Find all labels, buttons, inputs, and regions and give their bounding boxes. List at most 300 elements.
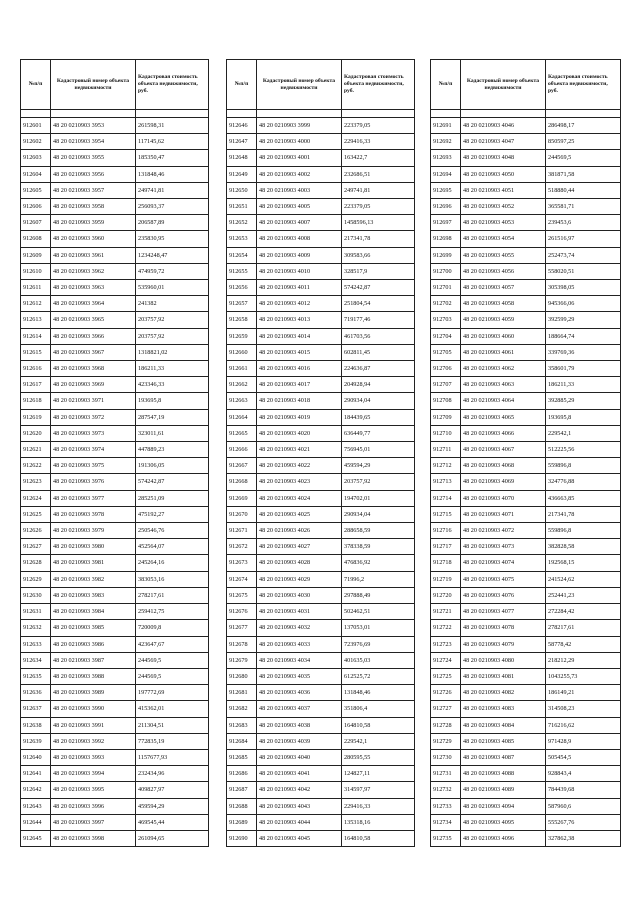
cadastral-number-cell: 48 20 0210903 4019 [257, 409, 342, 425]
cadastral-cost-cell: 1458596,13 [342, 215, 415, 231]
table-row [21, 361, 209, 377]
cadastral-number-cell: 48 20 0210903 3956 [51, 166, 136, 182]
row-number-cell: 912706 [431, 361, 461, 377]
row-number-cell: 912682 [227, 701, 257, 717]
row-number-cell: 912711 [431, 442, 461, 458]
cadastral-number-cell: 48 20 0210903 4096 [461, 830, 546, 846]
row-number-cell: 912656 [227, 280, 257, 296]
header-num: №п/п [21, 60, 51, 110]
table-row [431, 620, 621, 636]
cadastral-number-cell: 48 20 0210903 3974 [51, 442, 136, 458]
cadastral-cost-cell: 1043255,73 [546, 668, 621, 684]
cadastral-number-cell: 48 20 0210903 3972 [51, 409, 136, 425]
header-num: №п/п [227, 60, 257, 110]
spacer-cell [21, 110, 51, 118]
row-number-cell: 912689 [227, 814, 257, 830]
table-row [227, 425, 415, 441]
row-number-cell: 912669 [227, 490, 257, 506]
cadastral-number-cell: 48 20 0210903 4070 [461, 490, 546, 506]
cadastral-number-cell: 48 20 0210903 4029 [257, 571, 342, 587]
cadastral-cost-cell: 191306,05 [136, 458, 209, 474]
table-header-row [21, 60, 209, 110]
row-number-cell: 912722 [431, 620, 461, 636]
cadastral-cost-cell: 163422,7 [342, 150, 415, 166]
cadastral-cost-cell: 287547,19 [136, 409, 209, 425]
cadastral-number-cell: 48 20 0210903 4016 [257, 361, 342, 377]
cadastral-number-cell: 48 20 0210903 4042 [257, 782, 342, 798]
cadastral-number-cell: 48 20 0210903 4008 [257, 231, 342, 247]
row-number-cell: 912720 [431, 587, 461, 603]
table-row [21, 782, 209, 798]
row-number-cell: 912640 [21, 749, 51, 765]
cadastral-number-cell: 48 20 0210903 3968 [51, 361, 136, 377]
cadastral-cost-cell: 535960,01 [136, 280, 209, 296]
cadastral-cost-cell: 239453,6 [546, 215, 621, 231]
cadastral-number-cell: 48 20 0210903 4064 [461, 393, 546, 409]
row-number-cell: 912732 [431, 782, 461, 798]
cadastral-number-cell: 48 20 0210903 4001 [257, 150, 342, 166]
row-number-cell: 912637 [21, 701, 51, 717]
table-row [227, 749, 415, 765]
cadastral-number-cell: 48 20 0210903 4059 [461, 312, 546, 328]
table-row [227, 199, 415, 215]
row-number-cell: 912723 [431, 636, 461, 652]
cadastral-number-cell: 48 20 0210903 3959 [51, 215, 136, 231]
cadastral-number-cell: 48 20 0210903 4025 [257, 506, 342, 522]
cadastral-number-cell: 48 20 0210903 4031 [257, 604, 342, 620]
cadastral-cost-cell: 502462,51 [342, 604, 415, 620]
table-header-row [431, 60, 621, 110]
cadastral-cost-cell: 327862,38 [546, 830, 621, 846]
cadastral-cost-cell: 241524,62 [546, 571, 621, 587]
cadastral-cost-cell: 186149,21 [546, 685, 621, 701]
spacer-cell [461, 110, 546, 118]
cadastral-number-cell: 48 20 0210903 4007 [257, 215, 342, 231]
row-number-cell: 912622 [21, 458, 51, 474]
row-number-cell: 912728 [431, 717, 461, 733]
row-number-cell: 912606 [21, 199, 51, 215]
cadastral-cost-cell: 716216,62 [546, 717, 621, 733]
cadastral-cost-cell: 280595,55 [342, 749, 415, 765]
cadastral-cost-cell: 197772,69 [136, 685, 209, 701]
table-row [21, 166, 209, 182]
cadastral-cost-cell: 58778,42 [546, 636, 621, 652]
table-row [431, 442, 621, 458]
table-row [431, 393, 621, 409]
cadastral-number-cell: 48 20 0210903 4060 [461, 328, 546, 344]
cadastral-number-cell: 48 20 0210903 4046 [461, 118, 546, 134]
cadastral-cost-cell: 259412,75 [136, 604, 209, 620]
cadastral-cost-cell: 164810,58 [342, 830, 415, 846]
row-number-cell: 912678 [227, 636, 257, 652]
cadastral-cost-cell: 392599,29 [546, 312, 621, 328]
row-number-cell: 912623 [21, 474, 51, 490]
row-number-cell: 912702 [431, 296, 461, 312]
cadastral-cost-cell: 244569,5 [136, 668, 209, 684]
table-row [227, 555, 415, 571]
cadastral-number-cell: 48 20 0210903 3962 [51, 263, 136, 279]
row-number-cell: 912718 [431, 555, 461, 571]
table-row [227, 668, 415, 684]
cadastral-cost-cell: 475192,27 [136, 506, 209, 522]
cadastral-cost-cell: 474959,72 [136, 263, 209, 279]
cadastral-number-cell: 48 20 0210903 4054 [461, 231, 546, 247]
row-number-cell: 912609 [21, 247, 51, 263]
cadastral-cost-cell: 636449,77 [342, 425, 415, 441]
row-number-cell: 912643 [21, 798, 51, 814]
table-row [431, 766, 621, 782]
cadastral-number-cell: 48 20 0210903 3997 [51, 814, 136, 830]
row-number-cell: 912611 [21, 280, 51, 296]
table-row [431, 571, 621, 587]
table-row [21, 539, 209, 555]
cadastral-cost-cell: 452564,07 [136, 539, 209, 555]
cadastral-cost-cell: 784439,68 [546, 782, 621, 798]
table-row [227, 231, 415, 247]
cadastral-cost-cell: 203757,92 [342, 474, 415, 490]
table-row [21, 587, 209, 603]
cadastral-number-cell: 48 20 0210903 4024 [257, 490, 342, 506]
cadastral-cost-cell: 71996,2 [342, 571, 415, 587]
cadastral-cost-cell: 185350,47 [136, 150, 209, 166]
cadastral-number-cell: 48 20 0210903 4058 [461, 296, 546, 312]
cadastral-number-cell: 48 20 0210903 4040 [257, 749, 342, 765]
row-number-cell: 912608 [21, 231, 51, 247]
row-number-cell: 912666 [227, 442, 257, 458]
cadastral-number-cell: 48 20 0210903 3980 [51, 539, 136, 555]
row-number-cell: 912683 [227, 717, 257, 733]
row-number-cell: 912628 [21, 555, 51, 571]
cadastral-cost-cell: 459594,29 [342, 458, 415, 474]
cadastral-number-cell: 48 20 0210903 4002 [257, 166, 342, 182]
row-number-cell: 912602 [21, 134, 51, 150]
cadastral-table-1 [20, 59, 209, 847]
row-number-cell: 912617 [21, 377, 51, 393]
cadastral-number-cell: 48 20 0210903 4079 [461, 636, 546, 652]
table-row [431, 733, 621, 749]
cadastral-number-cell: 48 20 0210903 4014 [257, 328, 342, 344]
header-num: №п/п [431, 60, 461, 110]
row-number-cell: 912727 [431, 701, 461, 717]
cadastral-number-cell: 48 20 0210903 4088 [461, 766, 546, 782]
row-number-cell: 912696 [431, 199, 461, 215]
cadastral-cost-cell: 461703,56 [342, 328, 415, 344]
cadastral-cost-cell: 518880,44 [546, 182, 621, 198]
cadastral-table-3 [430, 59, 621, 847]
row-number-cell: 912641 [21, 766, 51, 782]
row-number-cell: 912627 [21, 539, 51, 555]
cadastral-number-cell: 48 20 0210903 4073 [461, 539, 546, 555]
cadastral-cost-cell: 559896,8 [546, 458, 621, 474]
row-number-cell: 912695 [431, 182, 461, 198]
spacer-cell [136, 110, 209, 118]
cadastral-number-cell: 48 20 0210903 4087 [461, 749, 546, 765]
row-number-cell: 912712 [431, 458, 461, 474]
cadastral-cost-cell: 186211,33 [546, 377, 621, 393]
cadastral-number-cell: 48 20 0210903 4062 [461, 361, 546, 377]
row-number-cell: 912681 [227, 685, 257, 701]
cadastral-cost-cell: 184439,65 [342, 409, 415, 425]
row-number-cell: 912631 [21, 604, 51, 620]
cadastral-number-cell: 48 20 0210903 4033 [257, 636, 342, 652]
table-row [431, 506, 621, 522]
table-row [21, 814, 209, 830]
cadastral-cost-cell: 244569,5 [546, 150, 621, 166]
cadastral-number-cell: 48 20 0210903 3986 [51, 636, 136, 652]
cadastral-number-cell: 48 20 0210903 4010 [257, 263, 342, 279]
table-row [431, 587, 621, 603]
table-row [21, 231, 209, 247]
table-row [227, 587, 415, 603]
table-row [431, 312, 621, 328]
cadastral-cost-cell: 323011,61 [136, 425, 209, 441]
row-number-cell: 912679 [227, 652, 257, 668]
cadastral-cost-cell: 505454,5 [546, 749, 621, 765]
table-row [431, 425, 621, 441]
table-row [431, 215, 621, 231]
cadastral-number-cell: 48 20 0210903 4032 [257, 620, 342, 636]
row-number-cell: 912613 [21, 312, 51, 328]
table-row [431, 280, 621, 296]
row-number-cell: 912693 [431, 150, 461, 166]
cadastral-cost-cell: 290934,04 [342, 393, 415, 409]
row-number-cell: 912661 [227, 361, 257, 377]
table-row [227, 620, 415, 636]
cadastral-number-cell: 48 20 0210903 4094 [461, 798, 546, 814]
spacer-cell [546, 110, 621, 118]
row-number-cell: 912671 [227, 523, 257, 539]
cadastral-cost-cell: 436663,85 [546, 490, 621, 506]
row-number-cell: 912675 [227, 587, 257, 603]
cadastral-number-cell: 48 20 0210903 3966 [51, 328, 136, 344]
table-row [431, 782, 621, 798]
row-number-cell: 912607 [21, 215, 51, 231]
spacer-row [431, 110, 621, 118]
cadastral-cost-cell: 217341,78 [546, 506, 621, 522]
cadastral-cost-cell: 351806,4 [342, 701, 415, 717]
row-number-cell: 912684 [227, 733, 257, 749]
table-row [21, 118, 209, 134]
row-number-cell: 912692 [431, 134, 461, 150]
cadastral-cost-cell: 250546,76 [136, 523, 209, 539]
cadastral-number-cell: 48 20 0210903 4020 [257, 425, 342, 441]
row-number-cell: 912672 [227, 539, 257, 555]
cadastral-number-cell: 48 20 0210903 3963 [51, 280, 136, 296]
cadastral-cost-cell: 203757,92 [136, 328, 209, 344]
table-row [431, 668, 621, 684]
row-number-cell: 912685 [227, 749, 257, 765]
cadastral-number-cell: 48 20 0210903 4037 [257, 701, 342, 717]
table-row [227, 182, 415, 198]
row-number-cell: 912691 [431, 118, 461, 134]
cadastral-cost-cell: 415362,01 [136, 701, 209, 717]
table-row [227, 118, 415, 134]
table-row [227, 490, 415, 506]
cadastral-cost-cell: 602811,45 [342, 344, 415, 360]
cadastral-number-cell: 48 20 0210903 3976 [51, 474, 136, 490]
cadastral-cost-cell: 423647,67 [136, 636, 209, 652]
cadastral-number-cell: 48 20 0210903 3988 [51, 668, 136, 684]
cadastral-cost-cell: 229542,1 [342, 733, 415, 749]
spacer-cell [51, 110, 136, 118]
table-row [431, 685, 621, 701]
row-number-cell: 912657 [227, 296, 257, 312]
cadastral-number-cell: 48 20 0210903 4043 [257, 798, 342, 814]
table-row [431, 798, 621, 814]
cadastral-number-cell: 48 20 0210903 4005 [257, 199, 342, 215]
row-number-cell: 912688 [227, 798, 257, 814]
table-row [21, 668, 209, 684]
table-row [227, 215, 415, 231]
cadastral-cost-cell: 249741,81 [342, 182, 415, 198]
table-row [227, 506, 415, 522]
row-number-cell: 912674 [227, 571, 257, 587]
row-number-cell: 912621 [21, 442, 51, 458]
table-row [21, 328, 209, 344]
table-row [227, 652, 415, 668]
row-number-cell: 912633 [21, 636, 51, 652]
table-row [21, 506, 209, 522]
cadastral-cost-cell: 193695,8 [136, 393, 209, 409]
table-row [21, 474, 209, 490]
row-number-cell: 912700 [431, 263, 461, 279]
cadastral-cost-cell: 401635,03 [342, 652, 415, 668]
row-number-cell: 912673 [227, 555, 257, 571]
table-row [21, 134, 209, 150]
cadastral-number-cell: 48 20 0210903 4048 [461, 150, 546, 166]
cadastral-cost-cell: 850597,25 [546, 134, 621, 150]
row-number-cell: 912714 [431, 490, 461, 506]
row-number-cell: 912680 [227, 668, 257, 684]
row-number-cell: 912654 [227, 247, 257, 263]
cadastral-number-cell: 48 20 0210903 4053 [461, 215, 546, 231]
cadastral-number-cell: 48 20 0210903 4009 [257, 247, 342, 263]
cadastral-number-cell: 48 20 0210903 3985 [51, 620, 136, 636]
cadastral-number-cell: 48 20 0210903 3982 [51, 571, 136, 587]
table-row [431, 458, 621, 474]
cadastral-number-cell: 48 20 0210903 3967 [51, 344, 136, 360]
cadastral-cost-cell: 381871,58 [546, 166, 621, 182]
table-row [227, 782, 415, 798]
table-row [227, 166, 415, 182]
cadastral-number-cell: 48 20 0210903 4034 [257, 652, 342, 668]
spacer-cell [431, 110, 461, 118]
table-row [227, 263, 415, 279]
table-row [21, 798, 209, 814]
row-number-cell: 912648 [227, 150, 257, 166]
cadastral-cost-cell: 1157677,93 [136, 749, 209, 765]
table-row [431, 539, 621, 555]
cadastral-cost-cell: 285251,09 [136, 490, 209, 506]
cadastral-cost-cell: 252441,23 [546, 587, 621, 603]
cadastral-number-cell: 48 20 0210903 3957 [51, 182, 136, 198]
cadastral-cost-cell: 382828,58 [546, 539, 621, 555]
cadastral-number-cell: 48 20 0210903 4039 [257, 733, 342, 749]
cadastral-number-cell: 48 20 0210903 3953 [51, 118, 136, 134]
cadastral-cost-cell: 365581,71 [546, 199, 621, 215]
table-row [227, 377, 415, 393]
table-row [21, 409, 209, 425]
row-number-cell: 912645 [21, 830, 51, 846]
row-number-cell: 912703 [431, 312, 461, 328]
row-number-cell: 912651 [227, 199, 257, 215]
cadastral-cost-cell: 358601,79 [546, 361, 621, 377]
cadastral-number-cell: 48 20 0210903 3971 [51, 393, 136, 409]
cadastral-number-cell: 48 20 0210903 4067 [461, 442, 546, 458]
table-row [431, 474, 621, 490]
cadastral-cost-cell: 447889,23 [136, 442, 209, 458]
cadastral-number-cell: 48 20 0210903 4052 [461, 199, 546, 215]
cadastral-cost-cell: 256093,37 [136, 199, 209, 215]
row-number-cell: 912610 [21, 263, 51, 279]
cadastral-cost-cell: 324776,88 [546, 474, 621, 490]
cadastral-number-cell: 48 20 0210903 4047 [461, 134, 546, 150]
table-row [227, 393, 415, 409]
cadastral-number-cell: 48 20 0210903 4044 [257, 814, 342, 830]
row-number-cell: 912713 [431, 474, 461, 490]
row-number-cell: 912636 [21, 685, 51, 701]
cadastral-cost-cell: 244569,5 [136, 652, 209, 668]
row-number-cell: 912615 [21, 344, 51, 360]
cadastral-cost-cell: 476836,92 [342, 555, 415, 571]
cadastral-number-cell: 48 20 0210903 4013 [257, 312, 342, 328]
cadastral-cost-cell: 459594,29 [136, 798, 209, 814]
table-row [21, 636, 209, 652]
header-cad-number: Кадастровый номер объекта недвижимости [461, 60, 546, 110]
table-row [21, 442, 209, 458]
row-number-cell: 912676 [227, 604, 257, 620]
spacer-row [21, 110, 209, 118]
cadastral-number-cell: 48 20 0210903 3960 [51, 231, 136, 247]
row-number-cell: 912639 [21, 733, 51, 749]
cadastral-number-cell: 48 20 0210903 4017 [257, 377, 342, 393]
row-number-cell: 912690 [227, 830, 257, 846]
cadastral-number-cell: 48 20 0210903 3973 [51, 425, 136, 441]
cadastral-number-cell: 48 20 0210903 4085 [461, 733, 546, 749]
row-number-cell: 912616 [21, 361, 51, 377]
cadastral-number-cell: 48 20 0210903 4038 [257, 717, 342, 733]
cadastral-number-cell: 48 20 0210903 4074 [461, 555, 546, 571]
cadastral-number-cell: 48 20 0210903 4051 [461, 182, 546, 198]
cadastral-number-cell: 48 20 0210903 4026 [257, 523, 342, 539]
table-row [431, 263, 621, 279]
row-number-cell: 912686 [227, 766, 257, 782]
row-number-cell: 912687 [227, 782, 257, 798]
cadastral-cost-cell: 188664,74 [546, 328, 621, 344]
table-row [21, 150, 209, 166]
cadastral-cost-cell: 229416,33 [342, 798, 415, 814]
row-number-cell: 912734 [431, 814, 461, 830]
row-number-cell: 912662 [227, 377, 257, 393]
cadastral-number-cell: 48 20 0210903 4089 [461, 782, 546, 798]
row-number-cell: 912730 [431, 749, 461, 765]
table-row [431, 523, 621, 539]
row-number-cell: 912638 [21, 717, 51, 733]
row-number-cell: 912677 [227, 620, 257, 636]
table-row [227, 344, 415, 360]
cadastral-number-cell: 48 20 0210903 4081 [461, 668, 546, 684]
cadastral-cost-cell: 314508,23 [546, 701, 621, 717]
spacer-cell [257, 110, 342, 118]
cadastral-number-cell: 48 20 0210903 3999 [257, 118, 342, 134]
table-row [21, 604, 209, 620]
row-number-cell: 912663 [227, 393, 257, 409]
cadastral-number-cell: 48 20 0210903 4011 [257, 280, 342, 296]
cadastral-cost-cell: 192568,15 [546, 555, 621, 571]
cadastral-number-cell: 48 20 0210903 3965 [51, 312, 136, 328]
table-row [21, 749, 209, 765]
row-number-cell: 912716 [431, 523, 461, 539]
